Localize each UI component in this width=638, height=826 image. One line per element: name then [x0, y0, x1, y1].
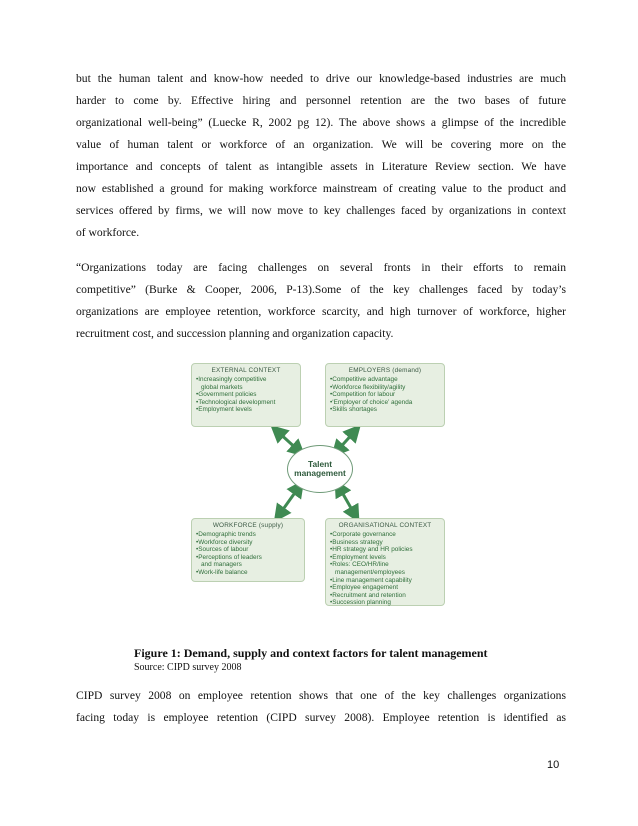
list-item: • Government policies: [196, 391, 300, 399]
text-line: now established a ground for making workforce mainstream of creating value to the product and: [76, 182, 566, 195]
arrow-external: [277, 431, 299, 451]
list-item: • Competitive advantage: [330, 376, 444, 384]
list-item: • Skills shortages: [330, 406, 444, 414]
list-item: • Workforce diversity: [196, 539, 304, 547]
list-item: • Corporate governance: [330, 531, 444, 539]
text-line: services offered by firms, we will now move to key challenges faced by organizations in context: [76, 204, 566, 217]
list-item: • Competition for labour: [330, 391, 444, 399]
workforce-box: [191, 518, 305, 582]
center-label-line1: Talent: [307, 458, 333, 469]
box-title: ORGANISATIONAL CONTEXT: [338, 522, 432, 529]
list-item: management/employees: [335, 568, 405, 576]
list-item: • Succession planning: [330, 599, 444, 607]
list-item: • Perceptions of leaders: [196, 554, 304, 562]
text-line: organizational well-being” (Luecke R, 2002 pg 12). The above shows a glimpse of the incredible: [76, 116, 566, 129]
figure-caption: Figure 1: Demand, supply and context factors for talent management: [134, 646, 488, 660]
text-line: importance and concepts of talent as intangible assets in Literature Review section. We have: [76, 160, 566, 173]
text-line: CIPD survey 2008 on employee retention shows that one of the key challenges organizations: [76, 689, 566, 702]
list-item: • Technological development: [196, 399, 300, 407]
text-line: recruitment cost, and succession planning and organization capacity.: [76, 327, 394, 340]
list-item: • Increasingly competitive: [196, 376, 300, 384]
list-item: • Employment levels: [196, 406, 300, 414]
talent-management-center: [287, 445, 353, 493]
list-item: • HR strategy and HR policies: [330, 546, 444, 554]
text-line: value of human talent or workforce of an organization. We will be covering more on the: [76, 138, 566, 151]
list-item: • Employment levels: [330, 554, 444, 562]
box-title: EMPLOYERS (demand): [348, 367, 422, 374]
talent-management-diagram: [191, 363, 443, 607]
text-line: facing today is employee retention (CIPD survey 2008). Employee retention is identified as: [76, 711, 566, 724]
list-item: and managers: [201, 561, 242, 569]
arrow-employers: [337, 431, 355, 451]
text-line: “Organizations today are facing challenges on several fronts in their efforts to remain: [76, 261, 566, 274]
list-item: global markets: [201, 383, 243, 391]
list-item: • Work-life balance: [196, 569, 304, 577]
box-title: WORKFORCE (supply): [212, 522, 284, 529]
list-item: • Sources of labour: [196, 546, 304, 554]
list-item: • Roles: CEO/HR/line: [330, 561, 444, 569]
list-item: • Workforce flexibility/agility: [330, 384, 444, 392]
figure-source: Source: CIPD survey 2008: [134, 662, 242, 673]
arrow-organisational: [339, 487, 355, 515]
list-item: • Demographic trends: [196, 531, 304, 539]
text-line: of workforce.: [76, 226, 140, 239]
list-item: • Business strategy: [330, 539, 444, 547]
page-number: 10: [547, 759, 560, 771]
list-item: • Recruitment and retention: [330, 592, 444, 600]
paragraph-3: [76, 685, 566, 729]
list-item: • Line management capability: [330, 577, 444, 585]
text-line: organizations are employee retention, workforce scarcity, and high turnover of workforce, higher: [76, 305, 566, 318]
external-context-box: [191, 363, 301, 427]
paragraph-2: [76, 257, 566, 345]
list-item: • ‘Employer of choice’ agenda: [330, 399, 444, 407]
text-line: but the human talent and know-how needed to drive our knowledge-based industries are much: [76, 72, 566, 85]
box-title: EXTERNAL CONTEXT: [211, 367, 281, 374]
paragraph-1: [76, 68, 566, 244]
list-item: • Employee engagement: [330, 584, 444, 592]
employers-box: [325, 363, 445, 427]
organisational-context-box: [325, 518, 445, 606]
center-label-line2: management: [294, 468, 346, 478]
text-line: competitive” (Burke & Cooper, 2006, P-13).Some of the key challenges faced by today’s: [76, 283, 566, 296]
text-line: harder to come by. Effective hiring and personnel retention are the two bases of future: [76, 94, 566, 107]
arrow-workforce: [279, 487, 299, 515]
